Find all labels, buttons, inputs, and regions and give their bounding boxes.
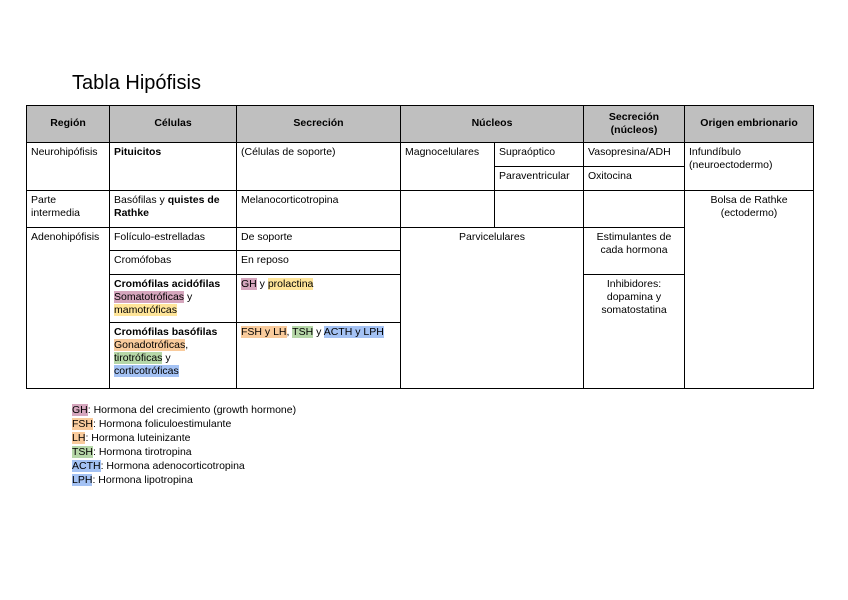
adeno-origen: Bolsa de Rathke (ectodermo): [685, 191, 814, 389]
adeno-secrecion-estimulantes: Estimulantes de cada hormona: [584, 228, 685, 275]
neuro-region: Neurohipófisis: [27, 143, 110, 191]
intermedia-region: Parte intermedia: [27, 191, 110, 228]
adeno-secrecion-inhibidores: Inhibidores: dopamina y somatostatina: [584, 275, 685, 389]
adeno-celulas-foliculo: Folículo-estrelladas: [110, 228, 237, 251]
neuro-secrecion-oxitocina: Oxitocina: [584, 167, 685, 191]
page-title: Tabla Hipófisis: [72, 72, 201, 94]
legend: [72, 403, 296, 487]
adeno-secrecion-soporte: De soporte: [237, 228, 401, 251]
header-row: [27, 106, 814, 143]
header-region: Región: [27, 106, 110, 143]
intermedia-nucleo-empty: [401, 191, 495, 228]
adeno-region: Adenohipófisis: [27, 228, 110, 389]
legend-item-gh: GH: Hormona del crecimiento (growth hormone): [72, 404, 297, 416]
legend-item-lh: LH: Hormona luteinizante: [72, 432, 191, 444]
legend-item-fsh: FSH: Hormona foliculoestimulante: [72, 418, 232, 430]
adeno-secrecion-reposo: En reposo: [237, 251, 401, 275]
table-row: [27, 191, 814, 228]
legend-item-lph: LPH: Hormona lipotropina: [72, 474, 193, 486]
table-row: [27, 143, 814, 167]
adeno-nucleos: Parvicelulares: [401, 228, 584, 389]
intermedia-celulas: Basófilas y quistes de Rathke: [110, 191, 237, 228]
legend-item-tsh: TSH: Hormona tirotropina: [72, 446, 192, 458]
neuro-celulas: Pituicitos: [110, 143, 237, 191]
neuro-secrecion: (Células de soporte): [237, 143, 401, 191]
adeno-secrecion-acidofilas: GH y prolactina: [237, 275, 401, 323]
intermedia-nucleo-empty: [495, 191, 584, 228]
neuro-origen: Infundíbulo (neuroectodermo): [685, 143, 814, 191]
adeno-celulas-acidofilas: Cromófilas acidófilas Somatotróficas y mamotróficas: [110, 275, 237, 323]
neuro-nucleo-supraoptico: Supraóptico: [495, 143, 584, 167]
intermedia-secrecion-nucleo-empty: [584, 191, 685, 228]
adeno-celulas-basofilas: Cromófilas basófilas Gonadotróficas, tirotróficas y corticotróficas: [110, 323, 237, 389]
neuro-secrecion-vasopresina: Vasopresina/ADH: [584, 143, 685, 167]
neuro-nucleo-group: Magnocelulares: [401, 143, 495, 191]
header-nucleos: Núcleos: [401, 106, 584, 143]
header-secrecion-nucleos: Secreción (núcleos): [584, 106, 685, 143]
header-secrecion: Secreción: [237, 106, 401, 143]
neuro-nucleo-paraventricular: Paraventricular: [495, 167, 584, 191]
adeno-celulas-cromofobas: Cromófobas: [110, 251, 237, 275]
intermedia-secrecion: Melanocorticotropina: [237, 191, 401, 228]
hipofisis-table: [26, 105, 814, 389]
header-origen: Origen embrionario: [685, 106, 814, 143]
legend-item-acth: ACTH: Hormona adenocorticotropina: [72, 460, 245, 472]
adeno-secrecion-basofilas: FSH y LH, TSH y ACTH y LPH: [237, 323, 401, 389]
header-celulas: Células: [110, 106, 237, 143]
